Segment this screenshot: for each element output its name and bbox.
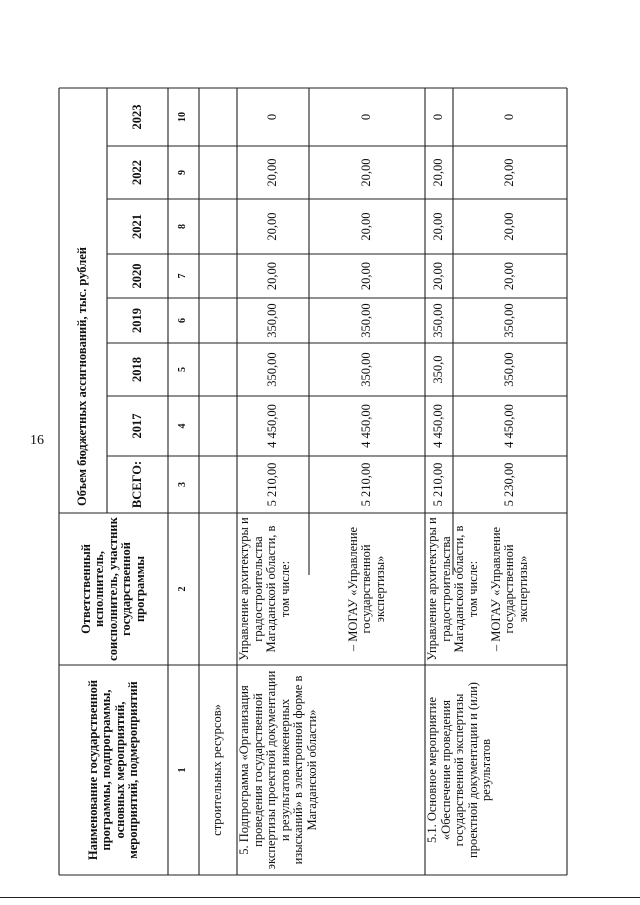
row-1-responsible: Управление архитектуры и градостроительства Магаданской области, в том числе: bbox=[237, 517, 292, 661]
year-header-2021: 2021 bbox=[129, 214, 144, 239]
row-2-2020: 20,00 bbox=[359, 261, 374, 291]
row-3-2023: 0 bbox=[431, 113, 446, 121]
row-2-total: 5 210,00 bbox=[359, 462, 374, 507]
row-1-2020: 20,00 bbox=[265, 261, 280, 291]
col-number-9: 9 bbox=[177, 170, 189, 175]
row-1-2018: 350,00 bbox=[265, 352, 280, 387]
year-header-2019: 2019 bbox=[129, 308, 144, 333]
row-4-2018: 350,00 bbox=[502, 352, 517, 387]
row-1-2023: 0 bbox=[265, 113, 280, 121]
row-2-responsible: – МОГАУ «Управление государственной экспертизы» bbox=[345, 526, 387, 652]
budget-table bbox=[59, 88, 567, 875]
row-1-2022: 20,00 bbox=[265, 158, 280, 187]
row-3-2018: 350,0 bbox=[431, 355, 446, 384]
bottom-rule bbox=[0, 897, 640, 898]
row-4-total: 5 230,00 bbox=[502, 462, 517, 507]
row-3-total: 5 210,00 bbox=[431, 462, 446, 507]
year-header-2020: 2020 bbox=[129, 263, 144, 289]
row-4-responsible: – МОГАУ «Управление государственной экспертизы» bbox=[488, 526, 530, 652]
row-3-2022: 20,00 bbox=[431, 158, 446, 187]
col-number-6: 6 bbox=[177, 318, 189, 323]
row-3-name: 5.1. Основное мероприятие «Обеспечение проведения государственной экспертизы проектной документации и (или) результатов bbox=[425, 682, 493, 858]
row-3-2021: 20,00 bbox=[431, 212, 446, 241]
row-3-2020: 20,00 bbox=[431, 261, 446, 291]
year-header-2023: 2023 bbox=[129, 104, 144, 130]
row-3-2017: 4 450,00 bbox=[431, 404, 446, 448]
row-3-responsible: Управление архитектуры и градостроительства Магаданской области, в том числе: bbox=[425, 517, 480, 661]
row-2-2017: 4 450,00 bbox=[359, 404, 374, 448]
row-0-name: строительных ресурсов» bbox=[210, 704, 225, 836]
col-number-3: 3 bbox=[177, 482, 189, 487]
row-1-total: 5 210,00 bbox=[265, 462, 280, 507]
row-4-2021: 20,00 bbox=[502, 212, 517, 241]
col-number-8: 8 bbox=[177, 224, 189, 229]
budget-header: Объем бюджетных ассигнований, тыс. рублей bbox=[75, 247, 90, 506]
year-header-2018: 2018 bbox=[129, 357, 144, 382]
responsible-header: Ответственный исполнитель, соисполнитель, участник государственной программы bbox=[78, 517, 147, 661]
row-4-2020: 20,00 bbox=[502, 261, 517, 291]
year-header-2022: 2022 bbox=[129, 160, 144, 185]
row-2-2019: 350,00 bbox=[359, 303, 374, 338]
row-4-2022: 20,00 bbox=[502, 158, 517, 187]
row-2-2022: 20,00 bbox=[359, 158, 374, 187]
col-number-4: 4 bbox=[177, 423, 189, 429]
row-4-2017: 4 450,00 bbox=[502, 404, 517, 448]
col-number-7: 7 bbox=[177, 273, 189, 279]
row-1-name: 5. Подпрограмма «Организация проведения государственной экспертизы проектной документации и результатов инженерных изысканий» в электронной форме в Магаданской области» bbox=[237, 670, 319, 870]
row-1-2017: 4 450,00 bbox=[265, 404, 280, 448]
page-number: 16 bbox=[30, 433, 44, 448]
row-2-2018: 350,00 bbox=[359, 352, 374, 387]
col-number-5: 5 bbox=[177, 367, 189, 372]
row-2-2023: 0 bbox=[359, 113, 374, 121]
year-header-2017: 2017 bbox=[129, 413, 144, 439]
col-number-10: 10 bbox=[177, 112, 189, 122]
col-number-2: 2 bbox=[177, 586, 189, 592]
total-header: ВСЕГО: bbox=[129, 460, 144, 509]
row-4-2019: 350,00 bbox=[502, 303, 517, 338]
row-2-2021: 20,00 bbox=[359, 212, 374, 241]
row-1-2021: 20,00 bbox=[265, 212, 280, 241]
row-1-2019: 350,00 bbox=[265, 303, 280, 338]
row-4-2023: 0 bbox=[502, 113, 517, 121]
name-header: Наименование государственной программы, подпрограммы, основных мероприятий, мероприятий, подмероприятий bbox=[85, 679, 140, 861]
col-number-1: 1 bbox=[177, 767, 189, 773]
row-3-2019: 350,00 bbox=[431, 303, 446, 338]
